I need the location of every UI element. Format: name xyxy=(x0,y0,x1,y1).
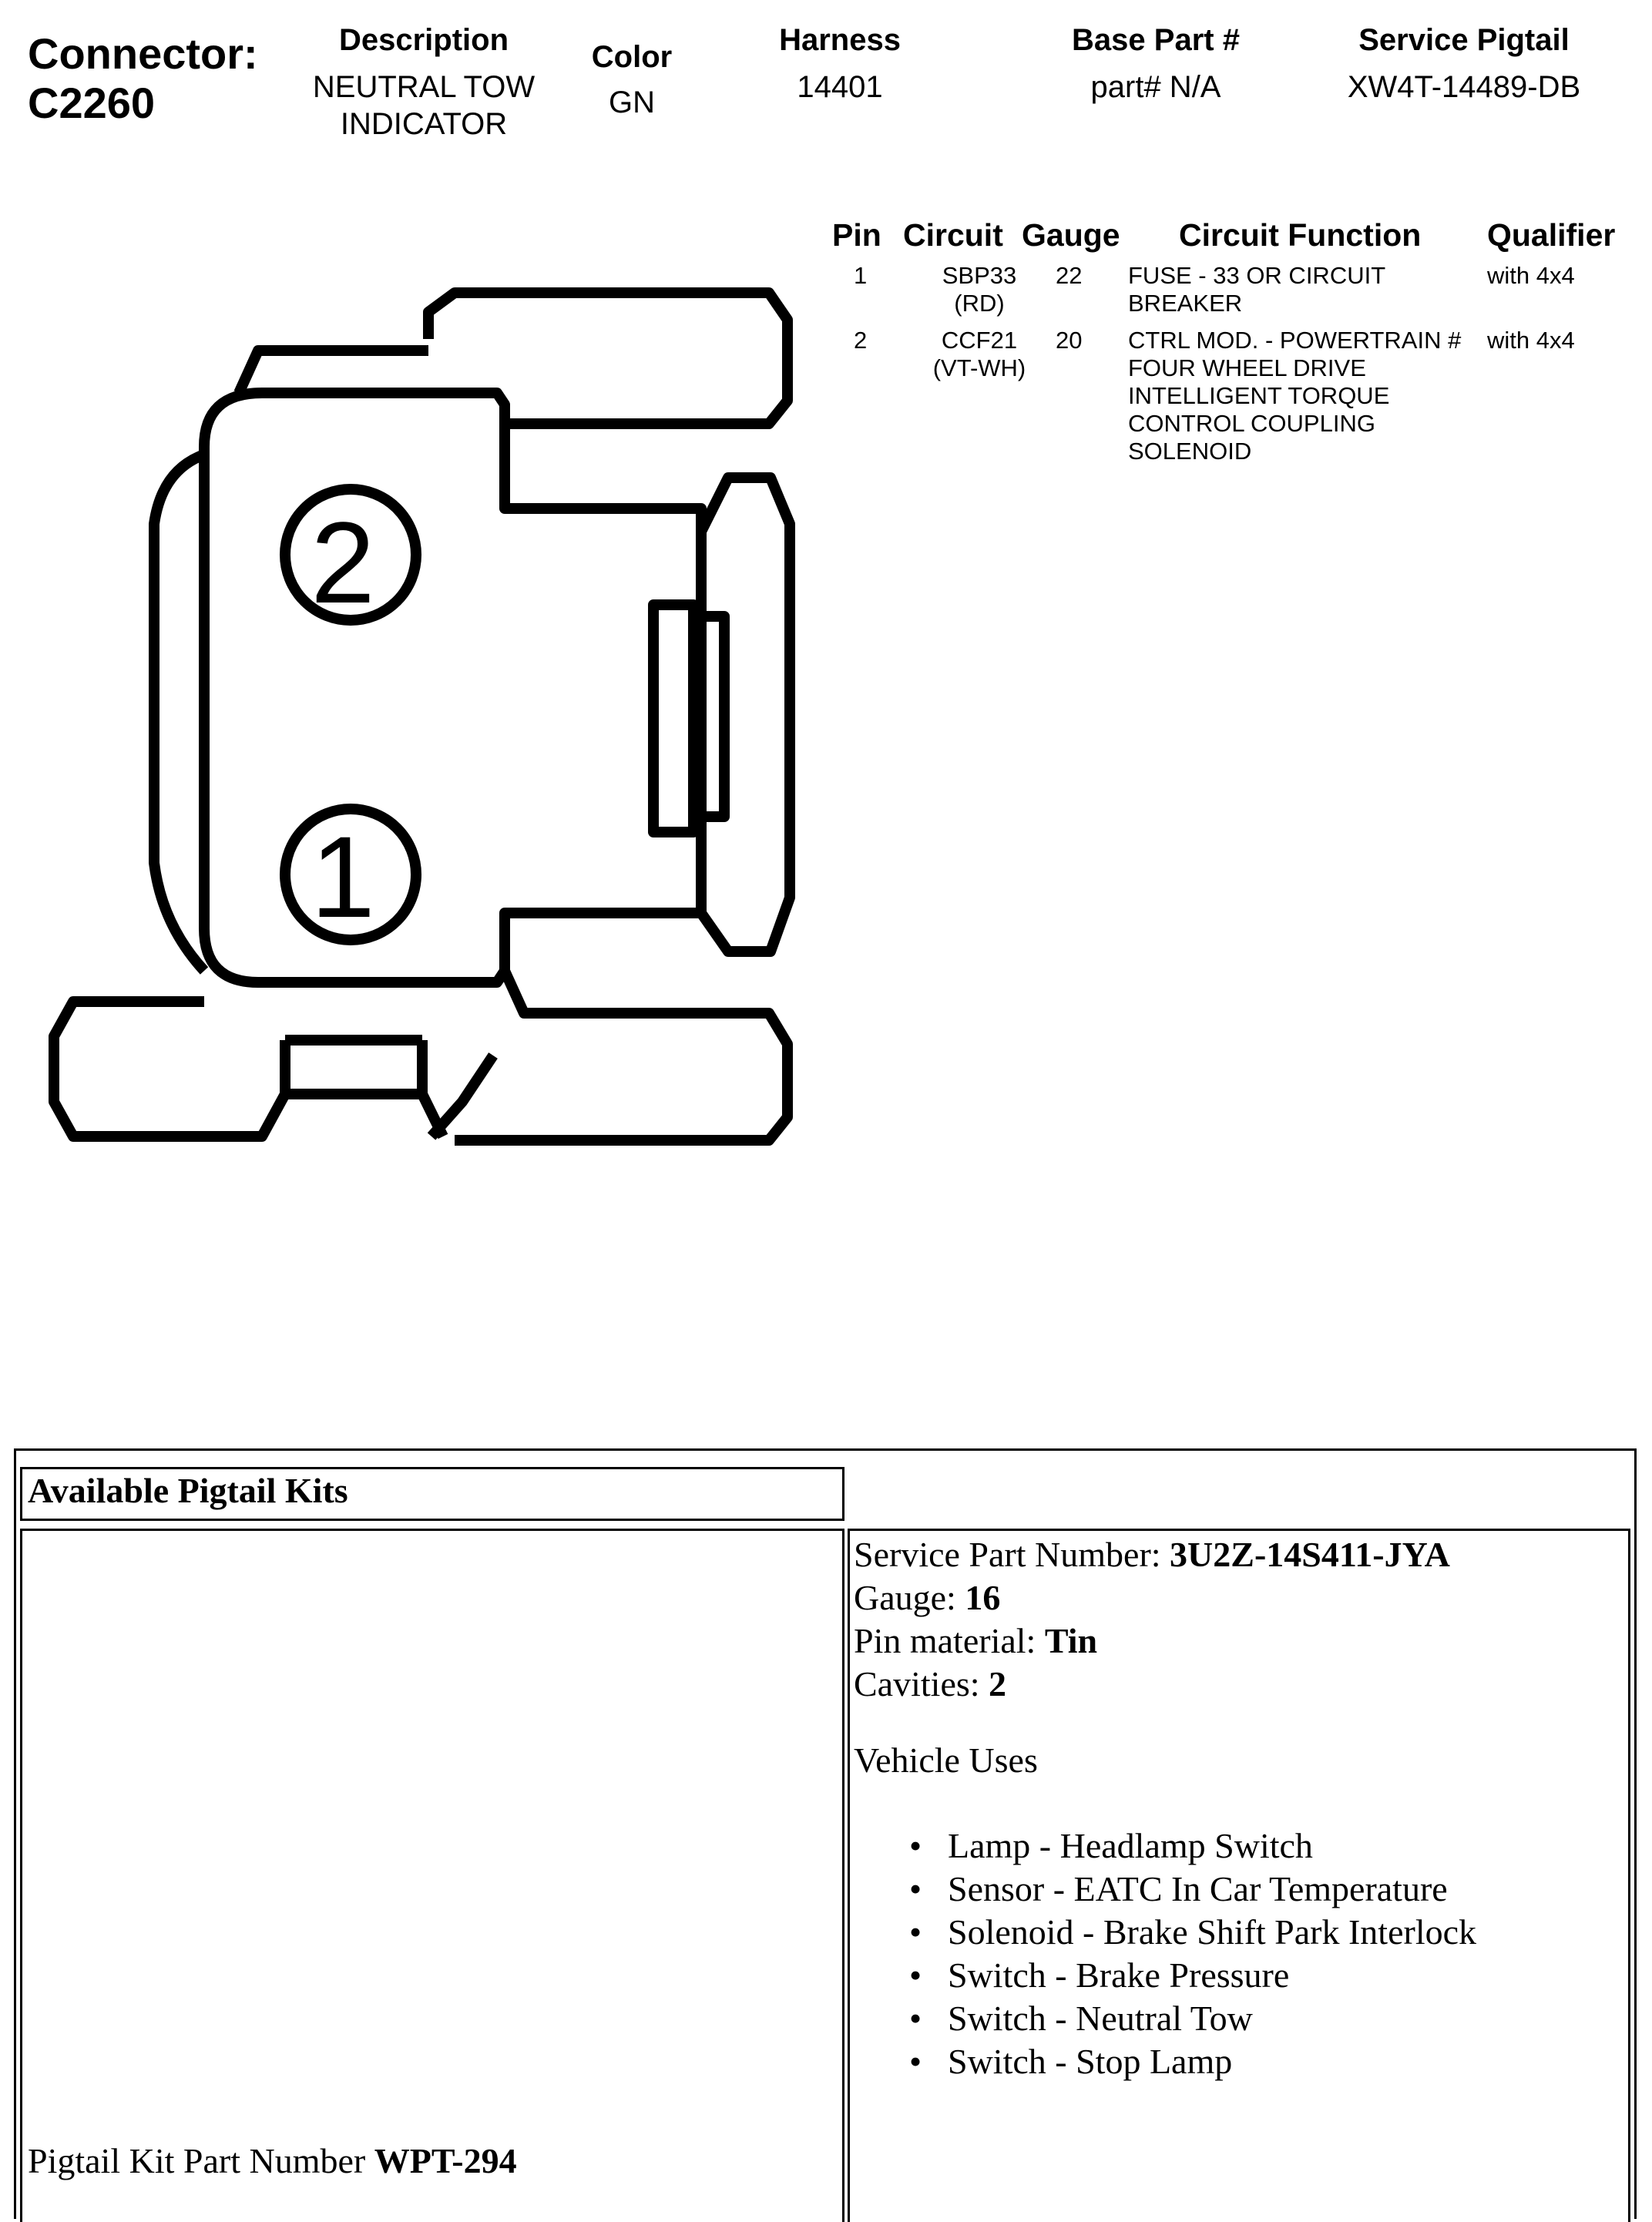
top-latch xyxy=(428,293,787,424)
qualifier-header: Qualifier xyxy=(1487,217,1616,253)
pigtail-kit-image-box xyxy=(20,1529,844,2222)
row2-function xyxy=(1128,327,1461,465)
function-header: Circuit Function xyxy=(1179,217,1422,253)
service-pigtail-label: Service Pigtail xyxy=(1358,23,1570,57)
row1-circuit xyxy=(906,262,1053,317)
cavity-1-label: 1 xyxy=(311,812,375,941)
row2-function-line: CTRL MOD. - POWERTRAIN # xyxy=(1128,327,1462,354)
row2-circuit-id: CCF21 xyxy=(941,327,1018,354)
bottom-left-foot xyxy=(54,1002,443,1136)
list-item: • Switch - Brake Pressure xyxy=(909,1954,1476,1997)
row1-qualifier: with 4x4 xyxy=(1487,262,1575,289)
service-pigtail-column xyxy=(1318,23,1610,106)
kit-part-label: Pigtail Kit Part Number xyxy=(28,2141,374,2180)
pin-table xyxy=(832,217,1641,479)
row1-function xyxy=(1128,262,1385,317)
pin-material-value: Tin xyxy=(1044,1621,1098,1660)
description-line2: INDICATOR xyxy=(340,107,508,141)
row2-gauge: 20 xyxy=(1056,327,1083,354)
list-item: • Lamp - Headlamp Switch xyxy=(909,1824,1476,1868)
connector-id: C2260 xyxy=(28,79,156,127)
description-line1: NEUTRAL TOW xyxy=(312,70,536,104)
bottom-mid-block xyxy=(285,1040,422,1094)
right-latch xyxy=(701,478,790,952)
row1-pin: 1 xyxy=(854,262,868,289)
service-pigtail-value: XW4T-14489-DB xyxy=(1347,70,1581,104)
row1-gauge: 22 xyxy=(1056,262,1083,289)
description-label: Description xyxy=(338,23,509,57)
connector-label: Connector: xyxy=(28,29,258,78)
gauge-header: Gauge xyxy=(1022,217,1120,253)
vehicle-uses-list xyxy=(909,1824,1476,2083)
pin-header: Pin xyxy=(832,217,881,253)
row2-function-line: SOLENOID xyxy=(1128,438,1252,465)
row1-circuit-id: SBP33 xyxy=(942,262,1017,289)
circuit-header: Circuit xyxy=(903,217,1003,253)
row2-function-line: FOUR WHEEL DRIVE xyxy=(1128,354,1366,381)
row2-circuit-color: (VT-WH) xyxy=(932,354,1026,381)
vehicle-uses-title: Vehicle Uses xyxy=(854,1740,1038,1780)
left-shell xyxy=(154,455,204,971)
color-label: Color xyxy=(591,40,673,74)
color-value: GN xyxy=(609,86,655,119)
harness-label: Harness xyxy=(779,23,901,57)
service-part-number xyxy=(854,1533,1450,1576)
cavity-2-label: 2 xyxy=(311,498,375,627)
row2-circuit xyxy=(906,327,1053,382)
kit-details xyxy=(854,1533,1450,1706)
kit-gauge-value: 16 xyxy=(965,1578,1001,1617)
row2-function-line: CONTROL COUPLING xyxy=(1128,410,1375,437)
top-left-tab xyxy=(239,351,428,393)
row1-function-line: FUSE - 33 OR CIRCUIT xyxy=(1128,262,1386,289)
service-part-label: Service Part Number: xyxy=(854,1535,1170,1574)
lock-tab-inner xyxy=(693,616,724,817)
lock-tab-outer xyxy=(653,605,693,832)
pigtail-kit-part-number xyxy=(28,2140,517,2181)
bottom-latch xyxy=(455,971,787,1140)
cavities-label: Cavities: xyxy=(854,1664,989,1703)
service-part-value: 3U2Z-14S411-JYA xyxy=(1170,1535,1450,1574)
cavities-value: 2 xyxy=(989,1664,1007,1703)
pigtail-kits-title: Available Pigtail Kits xyxy=(28,1471,348,1510)
pin-material xyxy=(854,1620,1450,1663)
harness-value: 14401 xyxy=(797,70,883,104)
row1-function-line: BREAKER xyxy=(1128,290,1243,317)
list-item: • Sensor - EATC In Car Temperature xyxy=(909,1868,1476,1911)
row2-function-line: INTELLIGENT TORQUE xyxy=(1128,382,1390,409)
bottom-right-lip xyxy=(431,1056,493,1136)
kit-gauge-label: Gauge: xyxy=(854,1578,965,1617)
base-part-value: part# N/A xyxy=(1090,70,1221,104)
base-part-column xyxy=(1048,23,1264,106)
cavities xyxy=(854,1663,1450,1706)
row1-circuit-color: (RD) xyxy=(954,290,1005,317)
pin-material-label: Pin material: xyxy=(854,1621,1045,1660)
main-body xyxy=(204,393,701,982)
base-part-label: Base Part # xyxy=(1072,23,1240,57)
list-item: • Switch - Stop Lamp xyxy=(909,2040,1476,2083)
connector-face-diagram xyxy=(0,0,817,1171)
kit-gauge xyxy=(854,1576,1450,1620)
list-item: • Switch - Neutral Tow xyxy=(909,1997,1476,2040)
kit-part-value: WPT-294 xyxy=(374,2141,517,2180)
list-item: • Solenoid - Brake Shift Park Interlock xyxy=(909,1911,1476,1954)
row2-qualifier: with 4x4 xyxy=(1487,327,1575,354)
row2-pin: 2 xyxy=(854,327,868,354)
